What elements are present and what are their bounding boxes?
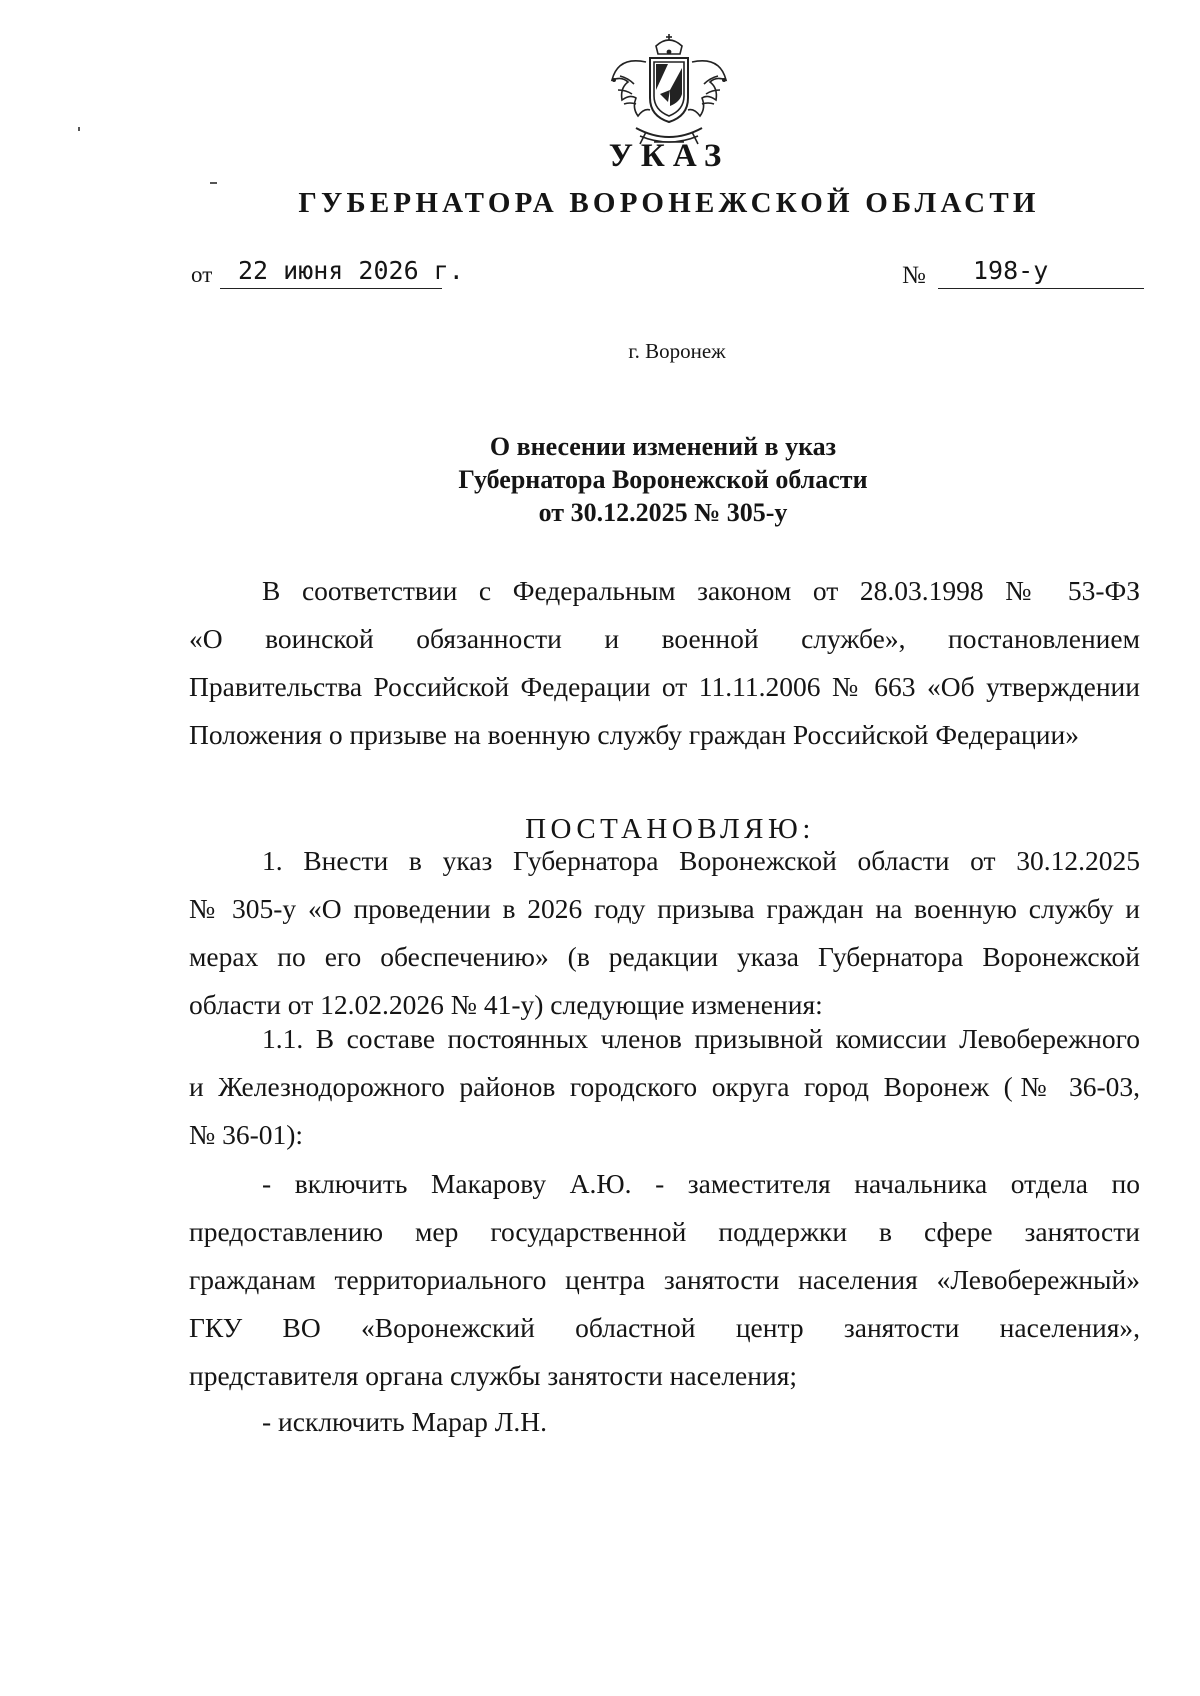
text-line: и Железнодорожного районов городского округа город Воронеж (№ 36-03, <box>189 1071 1140 1102</box>
text-line: гражданам территориального центра занятости населения «Левобережный» <box>189 1264 1140 1295</box>
scan-speck <box>210 182 217 184</box>
text-line: предоставлению мер государственной поддержки в сфере занятости <box>189 1216 1140 1247</box>
decree-word: ПОСТАНОВЛЯЮ: <box>525 813 815 845</box>
include-member-paragraph <box>189 1160 1140 1400</box>
text-line: № 305-у «О проведении в 2026 году призыва граждан на военную службу и <box>189 893 1140 924</box>
text-line: 1. Внести в указ Губернатора Воронежской области от 30.12.2025 <box>262 845 1140 876</box>
subject-heading <box>0 430 1200 529</box>
date-label: от <box>191 262 213 287</box>
issuer-title: ГУБЕРНАТОРА ВОРОНЕЖСКОЙ ОБЛАСТИ <box>298 187 1040 219</box>
number-value: 198-у <box>973 256 1049 285</box>
exclude-member-paragraph <box>189 1398 1140 1446</box>
document-type-title: УКАЗ <box>608 138 730 174</box>
date-value: 22 июня 2026 г. <box>238 256 464 285</box>
number-label: № <box>902 262 926 289</box>
text-line: 1.1. В составе постоянных членов призывной комиссии Левобережного <box>262 1023 1140 1054</box>
text-line: Правительства Российской Федерации от 11.11.2006 № 663 «Об утверждении <box>189 671 1140 702</box>
text-line: «О воинской обязанности и военной службе», постановлением <box>189 623 1140 654</box>
item-1-1-paragraph <box>189 1015 1140 1159</box>
city-name: г. Воронеж <box>628 339 726 363</box>
subject-line: от 30.12.2025 № 305-у <box>538 498 788 527</box>
number-underline <box>938 288 1144 289</box>
text-line: Положения о призыве на военную службу граждан Российской Федерации» <box>189 719 1079 750</box>
item-1-paragraph <box>189 837 1140 1029</box>
text-line: ГКУ ВО «Воронежский областной центр занятости населения», <box>189 1312 1140 1343</box>
text-line: В соответствии с Федеральным законом от 28.03.1998 № 53-ФЗ <box>262 575 1140 606</box>
subject-line: Губернатора Воронежской области <box>458 465 868 494</box>
preamble-paragraph <box>189 567 1140 759</box>
subject-line: О внесении изменений в указ <box>489 432 837 461</box>
text-line: представителя органа службы занятости населения; <box>189 1360 797 1391</box>
text-line: мерах по его обеспечению» (в редакции указа Губернатора Воронежской <box>189 941 1140 972</box>
text-line: области от 12.02.2026 № 41-у) следующие изменения: <box>189 989 823 1020</box>
scan-speck <box>78 127 80 131</box>
coat-of-arms-emblem <box>606 32 732 150</box>
text-line: - исключить Марар Л.Н. <box>262 1406 548 1437</box>
text-line: № 36-01): <box>189 1119 304 1150</box>
text-line: - включить Макарову А.Ю. - заместителя начальника отдела по <box>262 1168 1140 1199</box>
date-underline <box>220 288 442 289</box>
